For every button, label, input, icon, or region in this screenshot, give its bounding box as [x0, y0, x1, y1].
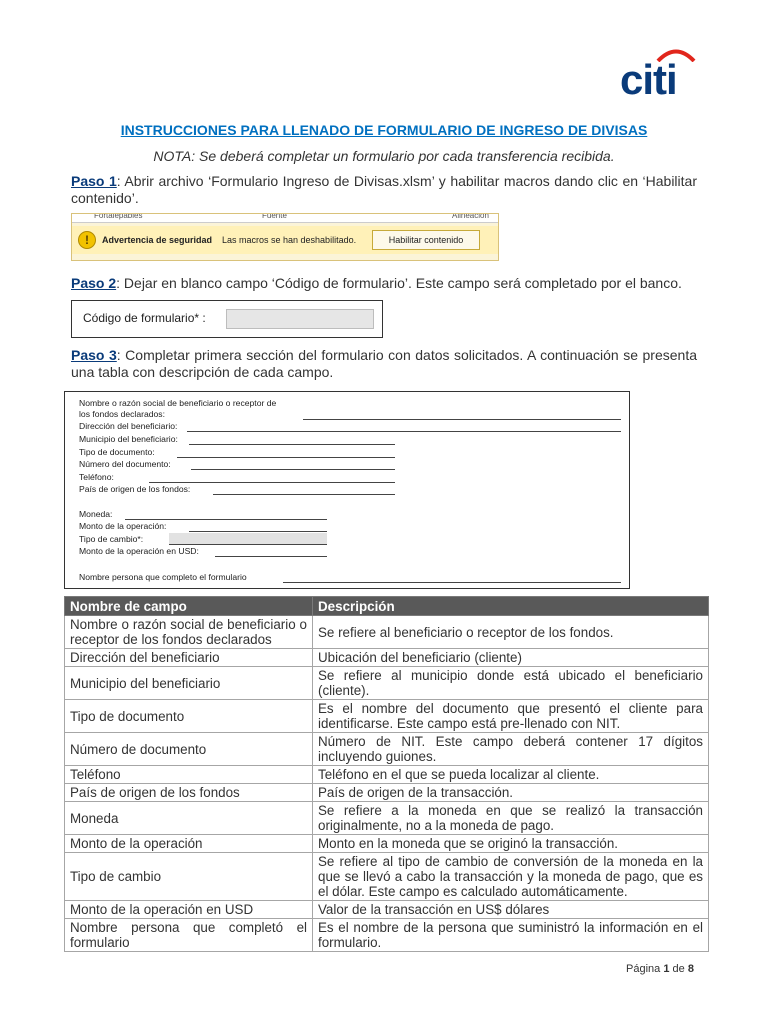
table-row — [65, 853, 709, 901]
table-cell-description: Se refiere a la moneda en que se realizó la transacción originalmente, no a la moneda de pago. — [313, 802, 709, 835]
enable-content-button[interactable]: Habilitar contenido — [372, 230, 480, 250]
warning-icon: ! — [78, 231, 96, 249]
table-cell-description: Teléfono en el que se pueda localizar al cliente. — [313, 766, 709, 784]
table-cell-description: Se refiere al beneficiario o receptor de los fondos. — [313, 616, 709, 649]
page-word: Página — [626, 963, 661, 975]
table-cell-field: Moneda — [65, 802, 313, 835]
form-line-direccion — [187, 431, 621, 432]
table-row — [65, 649, 709, 667]
table-cell-description: Se refiere al municipio donde está ubicado el beneficiario (cliente). — [313, 667, 709, 700]
form-label-municipio: Municipio del beneficiario: — [79, 434, 178, 444]
table-cell-field: Monto de la operación — [65, 835, 313, 853]
step-3-label: Paso 3 — [71, 347, 117, 363]
field-description-table — [64, 596, 709, 952]
table-cell-field: Nombre o razón social de beneficiario o receptor de los fondos declarados — [65, 616, 313, 649]
step-2-paragraph — [71, 275, 697, 292]
security-warning-bar — [72, 226, 498, 254]
form-label-nombre-1: Nombre o razón social de beneficiario o receptor de — [79, 398, 277, 408]
form-label-numero-doc: Número del documento: — [79, 459, 171, 469]
form-code-field — [226, 309, 374, 329]
table-cell-description: Es el nombre de la persona que suministró la información en el formulario. — [313, 919, 709, 952]
header-field-name: Nombre de campo — [65, 597, 313, 616]
document-note: NOTA: Se deberá completar un formulario por cada transferencia recibida. — [153, 148, 615, 164]
table-cell-field: Tipo de cambio — [65, 853, 313, 901]
table-cell-field: Monto de la operación en USD — [65, 901, 313, 919]
table-cell-description: Ubicación del beneficiario (cliente) — [313, 649, 709, 667]
form-line-municipio — [189, 444, 395, 445]
macros-disabled-text: Las macros se han deshabilitado. — [222, 235, 357, 245]
form-code-label: Código de formulario* : — [83, 311, 206, 325]
logo-text: citi — [620, 56, 677, 103]
form-label-moneda: Moneda: — [79, 509, 113, 519]
citi-logo — [620, 48, 690, 103]
ribbon-group-3: Alineación — [452, 213, 489, 220]
step-1-label: Paso 1 — [71, 173, 117, 189]
table-cell-description: Número de NIT. Este campo deberá contener 17 dígitos incluyendo guiones. — [313, 733, 709, 766]
form-line-monto-usd — [215, 556, 327, 557]
table-row — [65, 784, 709, 802]
table-cell-field: Número de documento — [65, 733, 313, 766]
form-label-tipo-cambio: Tipo de cambio*: — [79, 534, 144, 544]
step-1-paragraph — [71, 173, 697, 207]
form-line-numero-doc — [191, 469, 395, 470]
form-line-pais — [213, 494, 395, 495]
table-cell-field: Dirección del beneficiario — [65, 649, 313, 667]
form-line-nombre — [303, 419, 621, 420]
step-1-text: : Abrir archivo ‘Formulario Ingreso de Divisas.xlsm’ y habilitar macros dando clic en ‘Habilitar contenido’. — [71, 173, 697, 206]
ribbon-group-2: Fuente — [262, 213, 287, 220]
form-label-monto-usd: Monto de la operación en USD: — [79, 546, 199, 556]
step-3-text: : Completar primera sección del formulario con datos solicitados. A continuación se presenta una tabla con descripción de cada campo. — [71, 347, 697, 380]
excel-ribbon-row — [72, 214, 498, 223]
form-field-tipo-cambio — [169, 533, 327, 545]
step-3-paragraph — [71, 347, 697, 381]
table-cell-field: Tipo de documento — [65, 700, 313, 733]
form-line-moneda — [125, 519, 327, 520]
form-line-telefono — [149, 482, 395, 483]
step-2-text: : Dejar en blanco campo ‘Código de formulario’. Este campo será completado por el banco. — [116, 275, 682, 291]
table-cell-field: País de origen de los fondos — [65, 784, 313, 802]
table-row — [65, 901, 709, 919]
form-label-direccion: Dirección del beneficiario: — [79, 421, 178, 431]
table-header-row — [65, 597, 709, 616]
document-title: INSTRUCCIONES PARA LLENADO DE FORMULARIO DE INGRESO DE DIVISAS — [120, 122, 648, 138]
table-row — [65, 766, 709, 784]
header-description: Descripción — [313, 597, 709, 616]
table-cell-field: Municipio del beneficiario — [65, 667, 313, 700]
table-cell-description: Se refiere al tipo de cambio de conversión de la moneda en la que se llevó a cabo la transacción y la moneda de pago, que es el dólar. Este campo es calculado automáticamente. — [313, 853, 709, 901]
page-total: 8 — [687, 963, 694, 975]
table-row — [65, 616, 709, 649]
step-2-label: Paso 2 — [71, 275, 117, 291]
form-code-box — [71, 300, 383, 338]
form-section-preview — [64, 391, 630, 589]
table-row — [65, 667, 709, 700]
form-label-telefono: Teléfono: — [79, 472, 114, 482]
table-cell-description: Monto en la moneda que se originó la transacción. — [313, 835, 709, 853]
table-cell-description: Es el nombre del documento que presentó el cliente para identificarse. Este campo está pre-llenado con NIT. — [313, 700, 709, 733]
ribbon-group-1: Fortalepables — [94, 213, 143, 220]
form-line-monto — [189, 531, 327, 532]
security-warning-label: Advertencia de seguridad — [102, 235, 213, 245]
table-row — [65, 919, 709, 952]
form-label-persona: Nombre persona que completo el formulario — [79, 572, 247, 582]
table-cell-field: Nombre persona que completó el formulario — [65, 919, 313, 952]
form-line-persona — [283, 582, 621, 583]
excel-security-bar — [71, 213, 499, 261]
table-cell-field: Teléfono — [65, 766, 313, 784]
form-line-tipo-doc — [177, 457, 395, 458]
of-word: de — [672, 963, 685, 975]
table-row — [65, 835, 709, 853]
table-row — [65, 700, 709, 733]
form-label-tipo-doc: Tipo de documento: — [79, 447, 155, 457]
form-label-pais: País de origen de los fondos: — [79, 484, 191, 494]
page-footer — [626, 963, 694, 975]
form-label-nombre-2: los fondos declarados: — [79, 409, 165, 419]
table-row — [65, 733, 709, 766]
table-row — [65, 802, 709, 835]
table-cell-description: Valor de la transacción en US$ dólares — [313, 901, 709, 919]
form-label-monto: Monto de la operación: — [79, 521, 167, 531]
page-number: 1 — [663, 963, 670, 975]
table-cell-description: País de origen de la transacción. — [313, 784, 709, 802]
